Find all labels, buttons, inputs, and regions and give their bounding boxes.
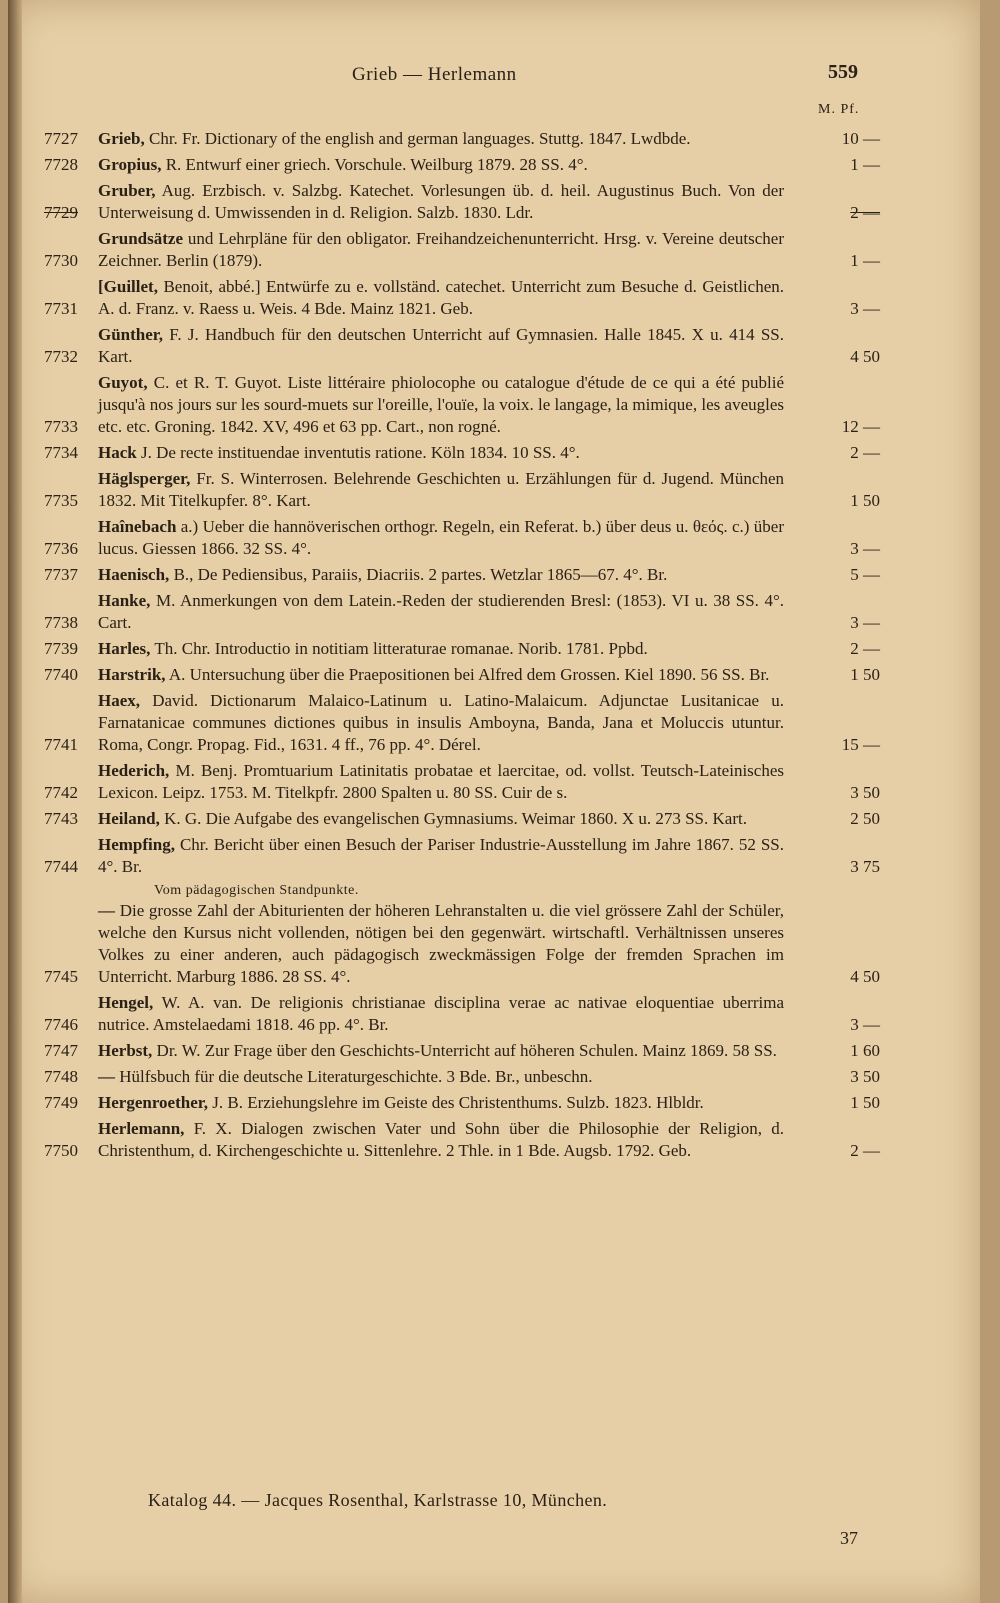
entry-number: 7749 [44,1093,78,1112]
entry-text [98,180,784,224]
entry-author: Herlemann, [98,1119,185,1138]
book-spine-shadow [8,0,22,1603]
entry-description: C. et R. T. Guyot. Liste littéraire phiolocophe ou catalogue d'étude de ce qui a été publié jusqu'à nos jours sur les sourd-muets sur l'oreille, l'ouïe, la voix. le langage, la mimique, les aveugles etc. etc. Groning. 1842. XV, 496 et 63 pp. Cart., non rogné. [98,373,784,436]
catalog-entry [44,900,880,988]
entry-price: 5 — [850,565,880,584]
entry-text [98,638,784,660]
entry-number: 7730 [44,251,78,270]
catalog-entry [44,664,880,686]
entry-number: 7734 [44,443,78,462]
entry-number: 7744 [44,857,78,876]
entry-author: Haenisch, [98,565,170,584]
entry-description: R. Entwurf einer griech. Vorschule. Weilburg 1879. 28 SS. 4°. [165,155,588,174]
catalog-entry [44,324,880,368]
entry-author: Heiland, [98,809,160,828]
entry-author: [Guillet, [98,277,158,296]
entry-author: Harstrik, [98,665,166,684]
catalog-entry [44,992,880,1036]
entry-price: 4 50 [850,347,880,366]
running-title: Grieb — Herlemann [352,64,517,85]
catalog-entry [44,154,880,176]
entry-price: 3 — [850,613,880,632]
entry-text [98,1092,784,1114]
entry-text [98,808,784,830]
entry-text [98,154,784,176]
entry-text [98,1066,784,1088]
entry-number: 7729 [44,203,78,222]
entry-description: Dr. W. Zur Frage über den Geschichts-Unterricht auf höheren Schulen. Mainz 1869. 58 SS. [156,1041,777,1060]
entry-number: 7738 [44,613,78,632]
entry-number: 7739 [44,639,78,658]
entry-author: Hergenroether, [98,1093,208,1112]
entry-price: 3 — [850,299,880,318]
entry-description: Hülfsbuch für die deutsche Literaturgeschichte. 3 Bde. Br., unbeschn. [119,1067,593,1086]
entry-text [98,834,784,878]
entry-description: Chr. Bericht über einen Besuch der Pariser Industrie-Ausstellung im Jahre 1867. 52 SS. 4°. Br. [98,835,785,876]
entry-number: 7743 [44,809,78,828]
entry-description: Chr. Fr. Dictionary of the english and german languages. Stuttg. 1847. Lwdbde. [149,129,691,148]
entry-author: Hanke, [98,591,151,610]
entry-price: 2 — [850,443,880,462]
entry-author: Günther, [98,325,164,344]
entry-text [98,590,784,634]
entry-price: 3 75 [850,857,880,876]
entry-description: Th. Chr. Introductio in notitiam litteraturae romanae. Norib. 1781. Ppbd. [154,639,648,658]
entry-author: Herbst, [98,1041,153,1060]
catalog-entries [44,128,880,1166]
entry-number: 7750 [44,1141,78,1160]
entry-author: Hengel, [98,993,154,1012]
catalog-entry [44,1092,880,1114]
entry-text [98,276,784,320]
entry-number: 7733 [44,417,78,436]
entry-description: B., De Pediensibus, Paraiis, Diacriis. 2 partes. Wetzlar 1865—67. 4°. Br. [173,565,668,584]
entry-description: K. G. Die Aufgabe des evangelischen Gymnasiums. Weimar 1860. X u. 273 SS. Kart. [164,809,747,828]
entry-text [98,664,784,686]
catalog-entry [44,834,880,878]
entry-description: J. De recte instituendae inventutis ratione. Köln 1834. 10 SS. 4°. [140,443,580,462]
entry-description: David. Dictionarum Malaico-Latinum u. Latino-Malaicum. Adjunctae Lusitanicae u. Farnatanicae communes dictiones quibus in insulis Amboyna, Banda, Jana et Moluccis utuntur. Roma, Congr. Propag. Fid., 1631. 4 ff., 76 pp. 4°. Dérel. [98,691,785,754]
currency-header: M. Pf. [818,102,860,117]
catalog-entry [44,1040,880,1062]
catalog-entry [44,690,880,756]
entry-text [98,228,784,272]
entry-number: 7746 [44,1015,78,1034]
entry-price: 2 — [850,639,880,658]
catalog-entry [44,128,880,150]
catalog-entry [44,180,880,224]
catalog-entry [44,1066,880,1088]
entry-author: Haex, [98,691,141,710]
entry-text [98,468,784,512]
entry-text [98,1040,784,1062]
entry-author: Hack [98,443,137,462]
entry-number: 7731 [44,299,78,318]
entry-author: Gropius, [98,155,162,174]
catalog-entry [44,468,880,512]
entry-text [98,992,784,1036]
catalog-entry [44,808,880,830]
entry-description: Fr. S. Winterrosen. Belehrende Geschichten u. Erzählungen für d. Jugend. München 1832. Mit Titelkupfer. 8°. Kart. [98,469,785,510]
entry-number: 7747 [44,1041,78,1060]
entry-text [98,128,784,150]
entry-text [98,690,784,756]
entry-price: 10 — [841,129,880,148]
entry-description: Aug. Erzbisch. v. Salzbg. Katechet. Vorlesungen üb. d. heil. Augustinus Buch. Von der Unterweisung d. Umwissenden in d. Religion. Salzb. 1830. Ldr. [98,181,784,222]
catalog-entry [44,276,880,320]
entry-text [98,442,784,464]
entry-price: 2 — [850,203,880,222]
entry-author: Guyot, [98,373,148,392]
entry-price: 1 — [850,155,880,174]
entry-description: Die grosse Zahl der Abiturienten der höheren Lehranstalten u. die viel grössere Zahl der Schüler, welche den Kursus nicht vollenden, nötigen bei den gegenwärt. wirtschaftl. Verhältnissen unseres Volkes zu einer anderen, auch pädagogisch zweckmässigen Folge der fremden Sprachen im Unterricht. Marburg 1886. 28 SS. 4°. [98,901,785,986]
entry-number: 7727 [44,129,78,148]
entry-price: 3 — [850,539,880,558]
catalog-footer: Katalog 44. — Jacques Rosenthal, Karlstrasse 10, München. [148,1490,608,1510]
section-subheading: Vom pädagogischen Standpunkte. [154,883,359,898]
entry-number: 7748 [44,1067,78,1086]
entry-text [98,324,784,368]
entry-description: und Lehrpläne für den obligator. Freihandzeichenunterricht. Hrsg. v. Vereine deutscher Zeichner. Berlin (1879). [98,229,784,270]
entry-price: 1 50 [850,491,880,510]
entry-author: — [98,1067,115,1086]
entry-number: 7742 [44,783,78,802]
entry-description: a.) Ueber die hannöverischen orthogr. Regeln, ein Referat. b.) über deus u. θεός. c.) über lucus. Giessen 1866. 32 SS. 4°. [98,517,784,558]
page-header [8,61,980,117]
entry-description: M. Anmerkungen von dem Latein.-Reden der studierenden Bresl: (1853). VI u. 38 SS. 4°. Cart. [98,591,785,632]
catalog-entry [44,442,880,464]
catalog-entry [44,516,880,560]
catalog-entry [44,1118,880,1162]
entry-price: 12 — [841,417,880,436]
entry-price: 1 — [850,251,880,270]
entry-description: F. X. Dialogen zwischen Vater und Sohn über die Philosophie der Religion, d. Christenthum, d. Kirchengeschichte u. Sittenlehre. 2 Thle. in 1 Bde. Augsb. 1792. Geb. [98,1119,784,1160]
entry-author: Grieb, [98,129,145,148]
entry-text [98,564,784,586]
entry-author: Hederich, [98,761,170,780]
catalog-entry [44,372,880,438]
entry-description: A. Untersuchung über die Praepositionen bei Alfred dem Grossen. Kiel 1890. 56 SS. Br. [168,665,770,684]
entry-price: 15 — [841,735,880,754]
catalog-entry [44,760,880,804]
entry-price: 3 — [850,1015,880,1034]
catalog-entry [44,564,880,586]
entry-author: Harles, [98,639,151,658]
entry-price: 2 — [850,1141,880,1160]
catalog-page [8,0,980,1603]
entry-description: W. A. van. De religionis christianae disciplina verae ac nativae eloquentiae uberrima nutrice. Amstelaedami 1818. 46 pp. 4°. Br. [98,993,784,1034]
entry-price: 3 50 [850,783,880,802]
entry-description: M. Benj. Promtuarium Latinitatis probatae et laercitae, od. vollst. Teutsch-Lateinisches Lexicon. Leipz. 1753. M. Titelkpfr. 2800 Spalten u. 80 SS. Cuir de s. [98,761,785,802]
entry-number: 7736 [44,539,78,558]
entry-author: Häglsperger, [98,469,191,488]
catalog-entry [44,228,880,272]
entry-number: 7735 [44,491,78,510]
entry-text [98,900,784,988]
entry-description: J. B. Erziehungslehre im Geiste des Christenthums. Sulzb. 1823. Hlbldr. [212,1093,704,1112]
entry-text [98,372,784,438]
entry-author: Gruber, [98,181,156,200]
entry-description: Benoit, abbé.] Entwürfe zu e. vollständ. catechet. Unterricht zum Besuche d. Geistlichen. A. d. Franz. v. Raess u. Weis. 4 Bde. Mainz 1821. Geb. [98,277,785,318]
entry-author: Haînebach [98,517,177,536]
sheet-number: 37 [840,1528,858,1548]
entry-number: 7740 [44,665,78,684]
entry-price: 3 50 [850,1067,880,1086]
entry-author: Grundsätze [98,229,183,248]
entry-text [98,760,784,804]
page-number: 559 [828,61,858,83]
entry-number: 7728 [44,155,78,174]
entry-number: 7741 [44,735,78,754]
catalog-entry [44,638,880,660]
entry-text [98,1118,784,1162]
entry-description: F. J. Handbuch für den deutschen Unterricht auf Gymnasien. Halle 1845. X u. 414 SS. Kart. [98,325,785,366]
entry-text [98,516,784,560]
entry-number: 7745 [44,967,78,986]
entry-price: 1 50 [850,665,880,684]
entry-author: — [98,901,115,920]
entry-author: Hempfing, [98,835,175,854]
entry-price: 1 60 [850,1041,880,1060]
catalog-entry [44,590,880,634]
entry-price: 1 50 [850,1093,880,1112]
entry-price: 2 50 [850,809,880,828]
entry-price: 4 50 [850,967,880,986]
entry-number: 7737 [44,565,78,584]
entry-number: 7732 [44,347,78,366]
